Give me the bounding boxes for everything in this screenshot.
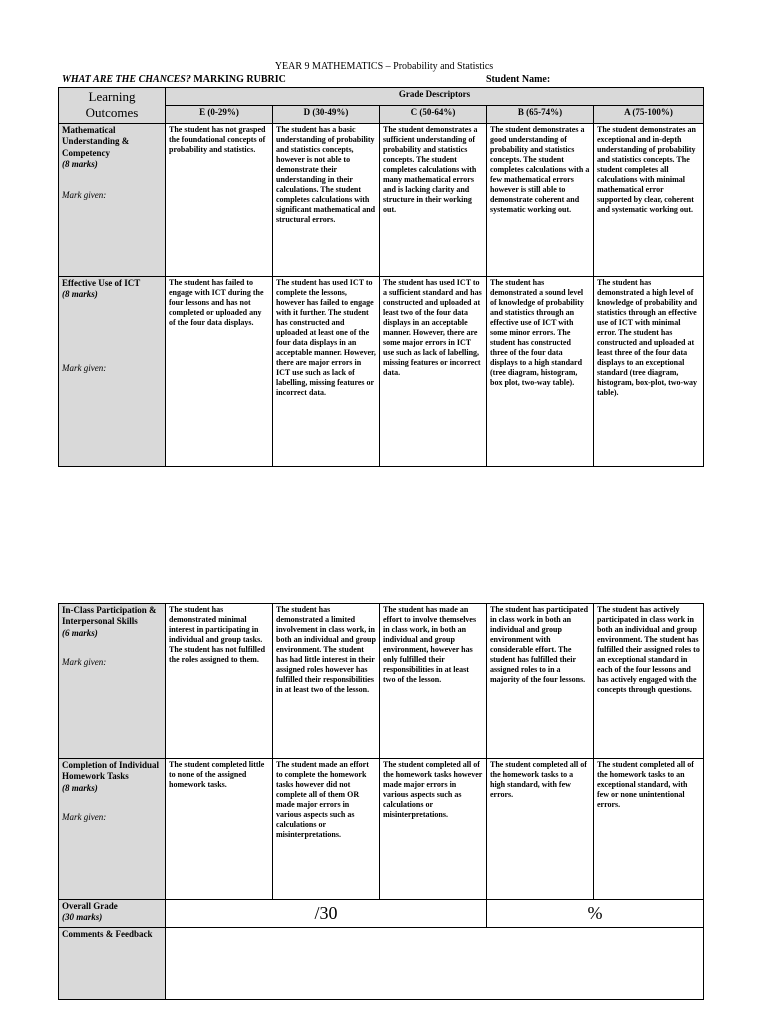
table-row [59, 604, 704, 759]
rubric-table-top [58, 87, 704, 467]
percent-field[interactable]: % [487, 900, 704, 928]
descriptor-cell: The student made an effort to complete the homework tasks however did not complete all of them OR made major errors in various aspects such as calculations or misinterpretations. [273, 759, 380, 900]
row-marks: (8 marks) [62, 158, 98, 169]
descriptor-cell: The student has demonstrated a high level of knowledge of probability and statistics through an effective use of ICT with minimal error. The student has constructed and uploaded at least three of the four data displays to an exceptional standard (tree diagram, histogram, box-plot, two-way table). [594, 277, 704, 467]
grade-descriptors-header: Grade Descriptors [166, 88, 704, 106]
descriptor-cell: The student demonstrates a sufficient understanding of probability and statistics concepts. The student completes calculations with many mathematical errors and is lacking clarity and structure in their working out. [380, 124, 487, 277]
descriptor-cell: The student has a basic understanding of probability and statistics concepts, however is not able to demonstrate their understanding in their calculations. The student completes calculations with significant mathematical and structural errors. [273, 124, 380, 277]
row-header [59, 277, 166, 467]
grade-b-header: B (65-74%) [487, 106, 594, 124]
row-header [59, 604, 166, 759]
row-header [59, 124, 166, 277]
comments-row [59, 928, 704, 1000]
overall-grade-row [59, 900, 704, 928]
mark-given-label: Mark given: [62, 362, 107, 373]
descriptor-cell: The student completed all of the homework tasks however made major errors in various aspects such as calculations or misinterpretations. [380, 759, 487, 900]
grade-a-header: A (75-100%) [594, 106, 704, 124]
descriptor-cell: The student has demonstrated a limited involvement in class work, in both an individual and group environment. The student has had little interest in their assigned roles however has fulfilled their responsibilities in at least two of the lesson. [273, 604, 380, 759]
descriptor-cell: The student has failed to engage with ICT during the four lessons and has not completed or uploaded any of the four data displays. [166, 277, 273, 467]
subtitle-rest: MARKING RUBRIC [190, 74, 286, 85]
row-marks: (6 marks) [62, 627, 98, 638]
row-title: Mathematical Understanding & Competency [62, 125, 130, 158]
descriptor-cell: The student has actively participated in class work in both an individual and group environment. The student has fulfilled their assigned roles to an exceptional standard in each of the four lessons and has actively engaged with the concepts through questions. [594, 604, 704, 759]
grade-e-header: E (0-29%) [166, 106, 273, 124]
table-row [59, 759, 704, 900]
student-name-label: Student Name: [486, 74, 551, 85]
row-title: In-Class Participation & Interpersonal Skills [62, 605, 157, 627]
score-out-of-field[interactable]: /30 [166, 900, 487, 928]
comments-field[interactable] [166, 928, 704, 1000]
table-row [59, 277, 704, 467]
grade-c-header: C (50-64%) [380, 106, 487, 124]
descriptor-cell: The student completed all of the homework tasks to an exceptional standard, with few or none unintentional errors. [594, 759, 704, 900]
row-marks: (8 marks) [62, 782, 98, 793]
grade-d-header: D (30-49%) [273, 106, 380, 124]
descriptor-cell: The student completed little to none of the assigned homework tasks. [166, 759, 273, 900]
comments-label: Comments & Feedback [59, 928, 166, 1000]
learning-outcomes-header: Learning Outcomes [59, 88, 166, 124]
mark-given-label: Mark given: [62, 811, 107, 822]
overall-marks: (30 marks) [62, 912, 103, 923]
descriptor-cell: The student demonstrates a good understanding of probability and statistics concepts. The student completes calculations with a few mathematical errors however is still able to demonstrate coherent and systematic working out. [487, 124, 594, 277]
descriptor-cell: The student has used ICT to a sufficient standard and has constructed and uploaded at least two of the four data displays in an acceptable manner. However, there are some major errors in ICT use such as lack of labelling, missing features or incorrect data. [380, 277, 487, 467]
mark-given-label: Mark given: [62, 656, 107, 667]
row-header [59, 759, 166, 900]
table-row [59, 124, 704, 277]
descriptor-cell: The student has demonstrated a sound level of knowledge of probability and statistics through an effective use of ICT with some minor errors. The student has constructed three of the four data displays to a high standard (tree diagram, histogram, box plot, two-way table). [487, 277, 594, 467]
descriptor-cell: The student completed all of the homework tasks to a high standard, with few errors. [487, 759, 594, 900]
descriptor-cell: The student demonstrates an exceptional and in-depth understanding of probability and statistics concepts. The student completes all calculations with minimal mathematical error supported by clear, coherent and systematic working out. [594, 124, 704, 277]
document-title: YEAR 9 MATHEMATICS – Probability and Statistics [274, 61, 494, 72]
descriptor-cell: The student has used ICT to complete the lessons, however has failed to engage with it further. The student has constructed and uploaded at least one of the four data displays in an acceptable manner. However, there are major errors in ICT use such as lack of labelling, missing features or incorrect data. [273, 277, 380, 467]
descriptor-cell: The student has demonstrated minimal interest in participating in individual and group tasks. The student has not fulfilled the roles assigned to them. [166, 604, 273, 759]
row-marks: (8 marks) [62, 289, 98, 300]
overall-grade-header [59, 900, 166, 928]
row-title: Completion of Individual Homework Tasks [62, 760, 160, 782]
rubric-table-bottom [58, 603, 704, 1000]
subtitle-italic: WHAT ARE THE CHANCES? [62, 74, 191, 85]
descriptor-cell: The student has made an effort to involve themselves in class work, in both an individual and group environment, however has only fulfilled their responsibilities in at least two of the lesson. [380, 604, 487, 759]
mark-given-label: Mark given: [62, 190, 107, 200]
row-title: Effective Use of ICT [62, 278, 141, 288]
descriptor-cell: The student has participated in class work in both an individual and group environment with considerable effort. The student has fulfilled their assigned roles to in a majority of the four lessons. [487, 604, 594, 759]
overall-grade-label: Overall Grade [62, 901, 118, 911]
descriptor-cell: The student has not grasped the foundational concepts of probability and statistics. [166, 124, 273, 277]
document-subtitle [62, 74, 286, 85]
